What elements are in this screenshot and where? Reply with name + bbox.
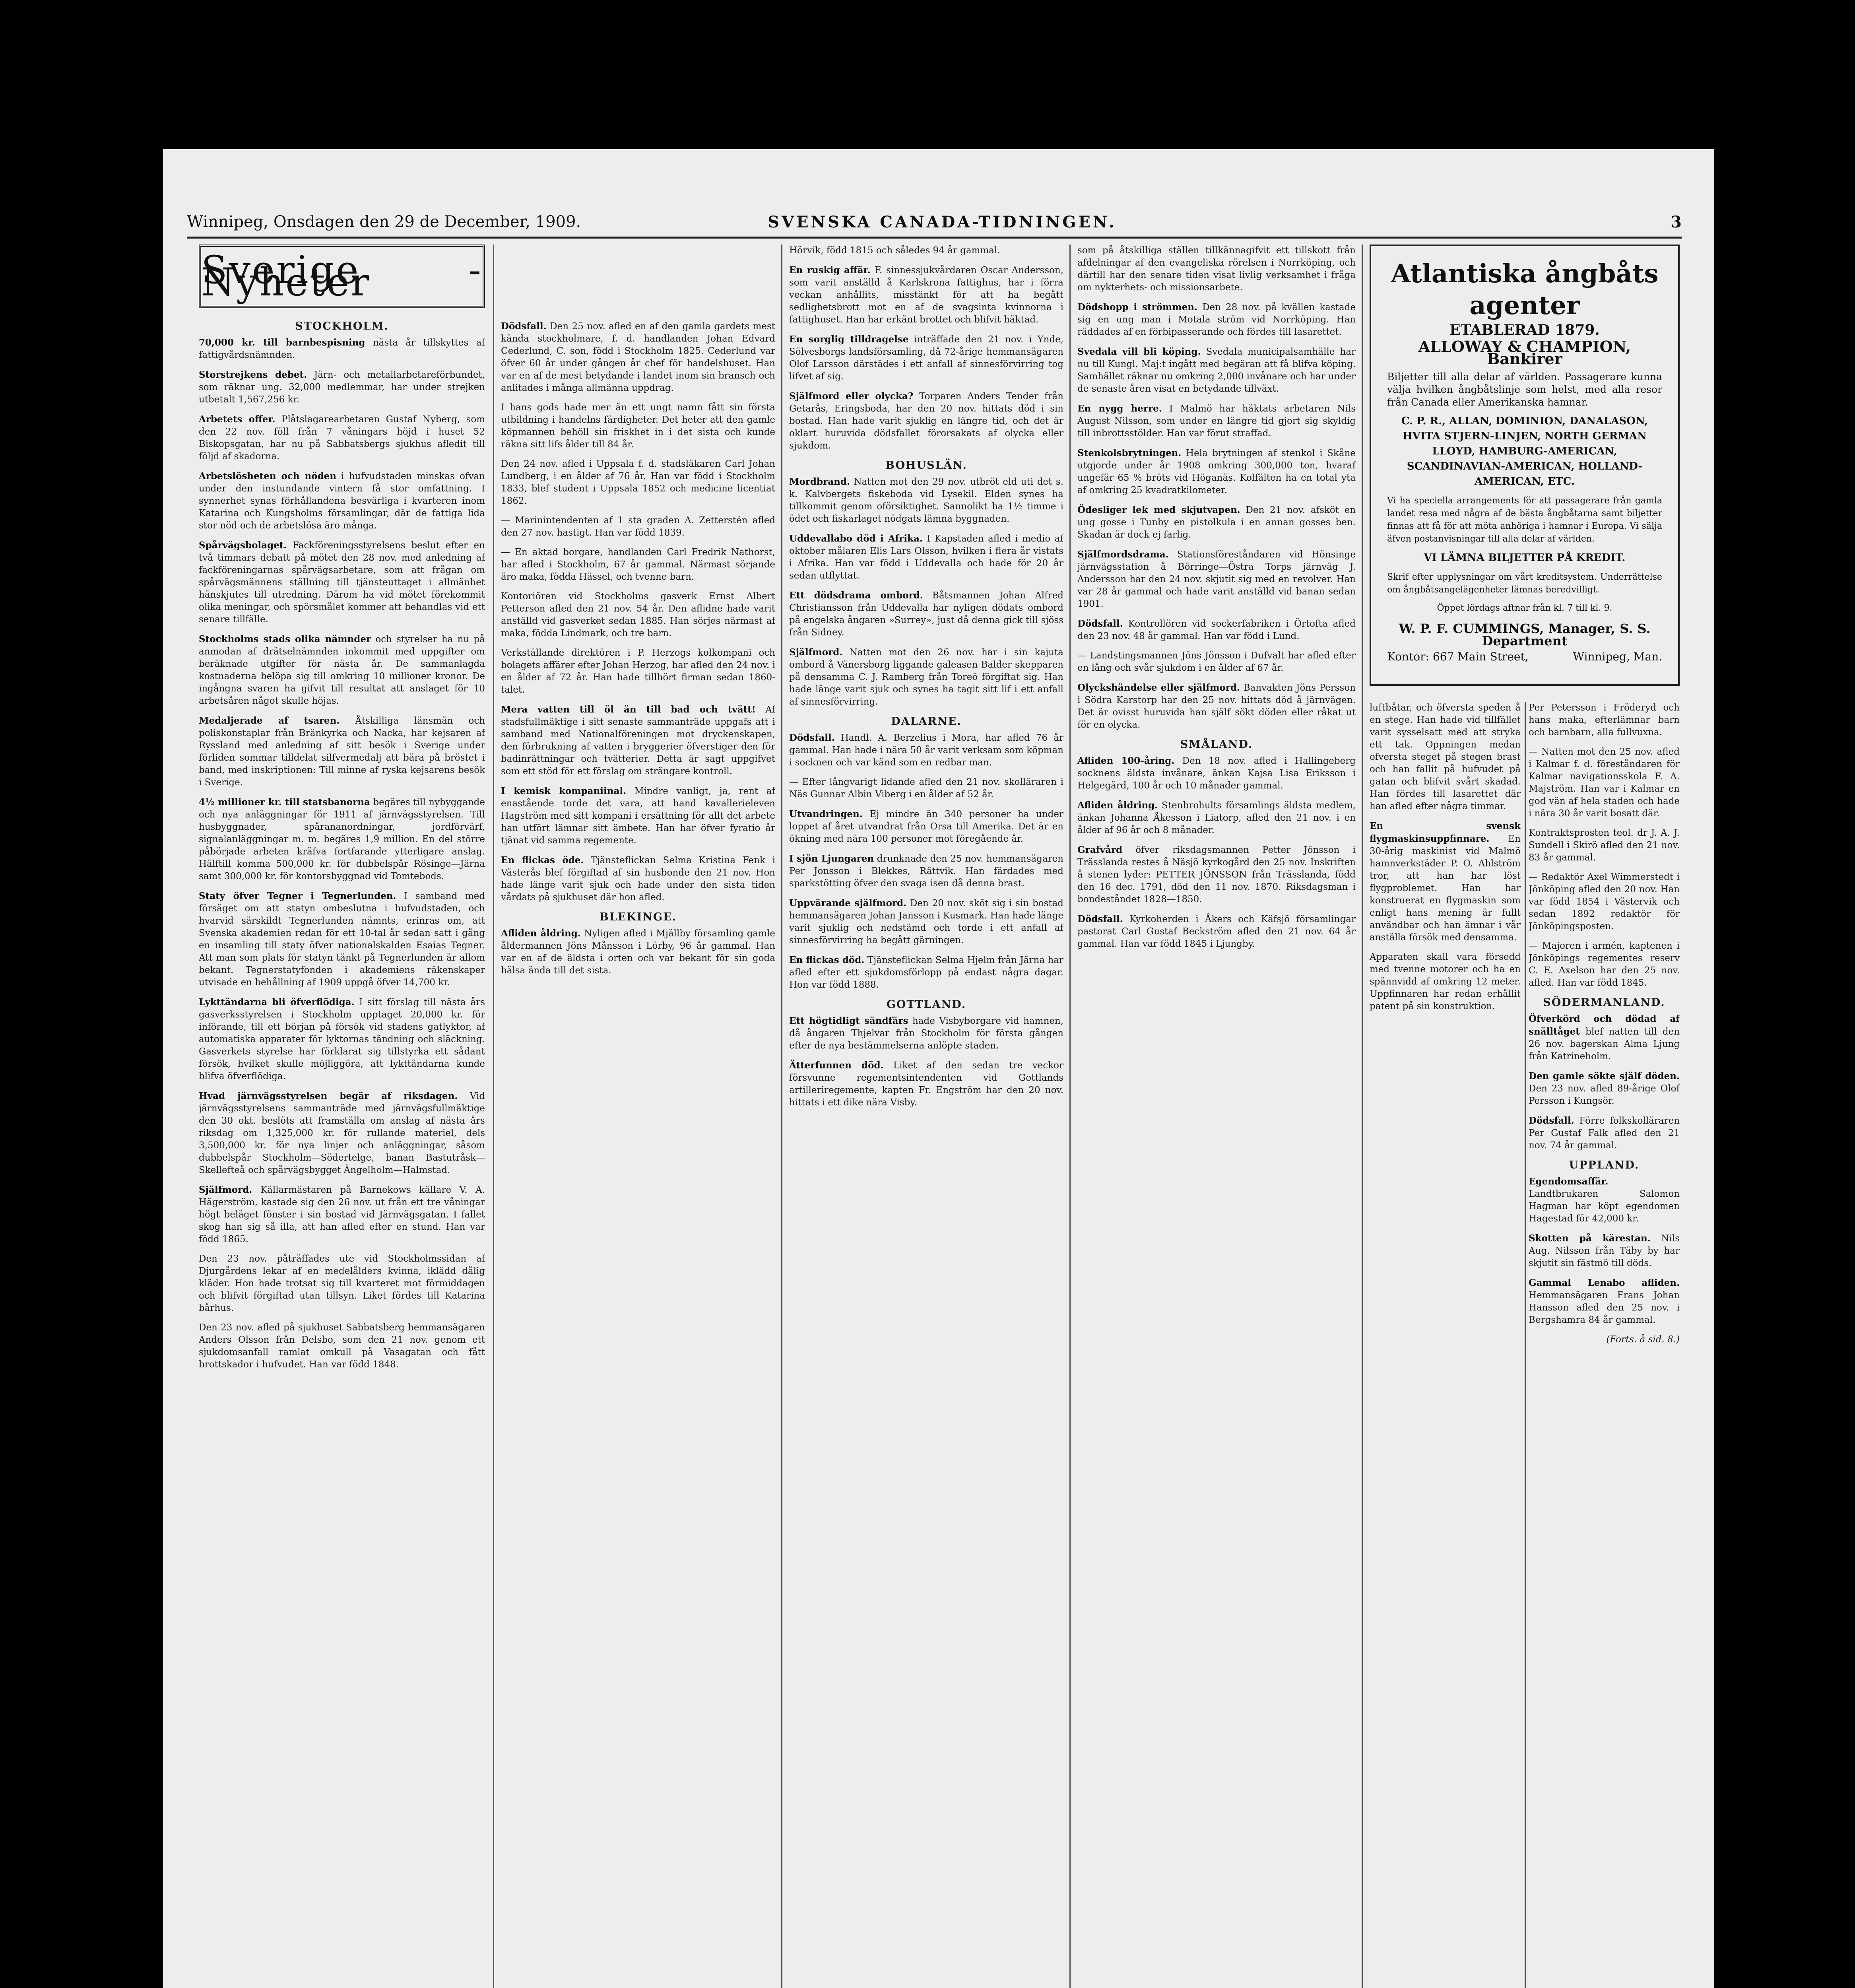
ad-note: Vi ha speciella arrangements för att passagerare från gamla landet resa med några af de bästa ångbåtarna samt biljetter finnas att få för att möta anhöriga i hamnar i Europa. Vi sälja äfven postanvisningar till alla delar af världen. xyxy=(1387,496,1662,544)
article-body: Mindre vanligt, ja, rent af enastående torde det vara, att hand kavallerieleven Hagström med sitt kompani i ersättning för allt det arbete han utfört lämnar sitt ämbete. Han har öfver fyratio år tjänat vid samma regemente. xyxy=(501,786,775,846)
header-rule xyxy=(187,237,1682,239)
column-4-body xyxy=(1077,245,1356,950)
article-body: — Landstingsmannen Jöns Jönsson i Dufvalt har afled efter en lång och svår sjukdom i en ålder af 67 år. xyxy=(1077,650,1356,673)
news-article xyxy=(1529,1277,1680,1326)
news-article xyxy=(501,514,775,539)
article-headline: Dödshopp i strömmen. xyxy=(1077,302,1197,313)
article-headline: Uddevallabo död i Afrika. xyxy=(789,533,923,544)
article-headline: Själfmordsdrama. xyxy=(1077,549,1169,560)
section-heading: UPPLAND. xyxy=(1569,1159,1640,1171)
ad-credit-note: Skrif efter upplysningar om vårt kreditsystem. Underrättelse om ångbåtsangelägenheter lämnas beredvilligt. xyxy=(1387,572,1662,595)
article-headline: Spårvägsbolaget. xyxy=(199,540,287,551)
news-article xyxy=(199,996,485,1083)
article-headline: En sorglig tilldragelse xyxy=(789,334,909,345)
news-article xyxy=(1077,799,1356,837)
article-body: öfver riksdagsmannen Petter Jönsson i Trässlanda restes å Näsjö kyrkogård den 25 nov. Inskriften å stenen lyder: PETTER JÖNSSON från Trässlanda, född den 16 dec. 1791, död den 11 nov. 1870. Riksdagsman i bondeståndet 1828—1850. xyxy=(1077,845,1356,905)
article-body: Den 25 nov. afled en af den gamla gardets mest kända stockholmare, f. d. handlanden Johan Edvard Cederlund, C. son, född i Stockholm 1825. Cederlund var öfver 60 år under gången år chef för handelshuset. Han var en af de mest betydande i landet inom sin bransch och anlitades i många allmänna uppdrag. xyxy=(501,321,775,393)
news-article xyxy=(501,647,775,696)
column-5-left-list xyxy=(1370,702,1521,1013)
article-body: Tjänsteflickan Selma Hjelm från Järna har afled efter ett sjukdomsförlopp på endast några dagar. Hon var född 1888. xyxy=(789,955,1063,990)
news-article xyxy=(1529,871,1680,933)
article-body: Verkställande direktören i P. Herzogs kolkompani och bolagets affärer efter Johan Herzog, har afled den 24 nov. i en ålder af 72 år. Han hade tillhört firman sedan 1860-talet. xyxy=(501,648,775,695)
article-headline: Afliden 100-åring. xyxy=(1077,755,1175,766)
article-body: Den 23 nov. afled 89-årige Olof Persson i Kungsör. xyxy=(1529,1083,1680,1106)
news-article xyxy=(501,402,775,451)
news-article xyxy=(789,852,1063,890)
news-article xyxy=(199,1184,485,1246)
article-body: — Marinintendenten af 1 sta graden A. Zetterstén afled den 27 nov. hastigt. Han var född 1839. xyxy=(501,515,775,538)
news-article xyxy=(1077,617,1356,643)
article-body: I Malmö har häktats arbetaren Nils August Nilsson, som under en längre tid gjort sig skyldig till inbrottsstölder. Han var förut straffad. xyxy=(1077,404,1356,439)
section-heading: SÖDERMANLAND. xyxy=(1543,996,1665,1009)
news-article xyxy=(199,336,485,361)
article-body: Torparen Anders Tender från Getarås, Eringsboda, har den 20 nov. hittats död i sin bostad. Han hade varit sjuklig en längre tid, och det är oklart huruvida dödsfallet förorsakats af olycka eller sjukdom. xyxy=(789,391,1063,451)
news-article xyxy=(1077,447,1356,497)
news-article xyxy=(501,590,775,640)
news-article xyxy=(1529,1232,1680,1270)
page-header xyxy=(187,213,1682,237)
news-article xyxy=(789,589,1063,639)
article-body: Källarmästaren på Barnekows källare V. A. Hägerström, kastade sig den 26 nov. ut från ett tre våningar högt beläget fönster i sin bostad vid Järnvägsgatan. I fallet skog han sig så illa, att han afled efter en stund. Han var född 1865. xyxy=(199,1185,485,1244)
article-headline: Skotten på kärestan. xyxy=(1529,1233,1651,1244)
section-heading: GOTTLAND. xyxy=(886,998,966,1011)
news-article xyxy=(199,890,485,989)
article-headline: Utvandringen. xyxy=(789,809,863,819)
section-heading: BOHUSLÄN. xyxy=(885,459,967,472)
article-headline: Svedala vill bli köping. xyxy=(1077,346,1201,357)
article-body: Den 21 nov. afsköt en ung gosse i Tunby en pistolkula i en annan gosses ben. Skadan är dock ej farlig. xyxy=(1077,505,1356,540)
news-article xyxy=(1077,755,1356,792)
header-page-number: 3 xyxy=(1671,213,1682,231)
news-article xyxy=(789,1015,1063,1052)
news-article xyxy=(1529,1114,1680,1152)
news-article xyxy=(1529,827,1680,864)
article-body: luftbåtar, och öfversta speden å en stege. Han hade vid tillfället varit sysselsatt med att stryka ett tak. Oppningen medan ofversta steget på stegen brast och han fallit på hufvudet på gatan och blifvit svårt skadad. Han fördes till lasarettet där han afled efter några timmar. xyxy=(1370,703,1521,812)
newspaper-page xyxy=(163,149,1714,1988)
article-body: Kontrollören vid sockerfabriken i Örtofta afled den 23 nov. 48 år gammal. Han var född i Lund. xyxy=(1077,619,1356,641)
article-body: nästa år tillskyttes af fattigvårdsnämnden. xyxy=(199,338,485,360)
article-headline: Ätterfunnen död. xyxy=(789,1060,884,1071)
article-body: — Natten mot den 25 nov. afled i Kalmar f. d. föreståndaren för Kalmar navigationsskola F. A. Majström. Han var i Kalmar en god vän af hela staden och hade i nära 30 år varit bosatt där. xyxy=(1529,747,1680,819)
ad-city: Winnipeg, Man. xyxy=(1573,650,1662,663)
article-headline: I sjön Ljungaren xyxy=(789,853,874,864)
article-body: blef natten till den 26 nov. bagerskan Alma Ljung från Katrineholm. xyxy=(1529,1027,1680,1062)
article-body: Hemmansägaren Frans Johan Hansson afled den 25 nov. i Bergshamra 84 år gammal. xyxy=(1529,1290,1680,1325)
article-headline: Hvad järnvägsstyrelsen begär af riksdagen. xyxy=(199,1091,458,1101)
news-article xyxy=(501,546,775,583)
news-article xyxy=(789,1059,1063,1109)
article-headline: Afliden åldring. xyxy=(501,928,581,939)
header-date: Winnipeg, Onsdagen den 29 de December, 1909. xyxy=(187,213,581,231)
article-headline: Dödsfall. xyxy=(789,732,835,743)
news-article xyxy=(789,732,1063,769)
article-headline: Dödsfall. xyxy=(1529,1115,1574,1126)
article-body: Kyrkoherden i Åkers och Käfsjö församlingar pastorat Carl Gustaf Beckström afled den 21 nov. 64 år gammal. Han var född 1845 i Ljungby. xyxy=(1077,914,1356,949)
article-body: Per Petersson i Fröderyd och hans maka, efterlämnar barn och barnbarn, alla fullvuxna. xyxy=(1529,703,1680,738)
news-article xyxy=(1529,1175,1680,1225)
article-body: Natten mot den 29 nov. utbröt eld uti det s. k. Kalvbergets fiskeboda vid Lysekil. Elden synes ha tillkommit genom oförsiktighet. Sannolikt ha 1½ timme i ödet och fiskarlaget nödgats lämna byggnaden. xyxy=(789,477,1063,524)
news-article xyxy=(1077,301,1356,338)
news-article xyxy=(789,245,1063,257)
article-body: I Kapstaden afled i medio af oktober målaren Elis Lars Olsson, hvilken i flera år vistats i Afrika. Han var född i Uddevalla och hade för 20 år sedan utflyttat. xyxy=(789,534,1063,581)
section-heading: STOCKHOLM. xyxy=(295,320,389,332)
news-article xyxy=(789,333,1063,383)
news-article xyxy=(789,390,1063,452)
news-article xyxy=(1077,402,1356,440)
news-article xyxy=(1529,940,1680,989)
column-divider xyxy=(1069,245,1071,1988)
article-body: Kontraktsprosten teol. dr J. A. J. Sundell i Skirö afled den 21 nov. 83 år gammal. xyxy=(1529,828,1680,863)
article-headline: Storstrejkens debet. xyxy=(199,369,307,380)
article-headline: En svensk flygmaskinsuppfinnare. xyxy=(1370,821,1521,844)
header-paper-name: SVENSKA CANADA-TIDNINGEN. xyxy=(768,213,1117,231)
article-body: Liket af den sedan tre veckor försvunne regementsintendenten vid Gottlands artilleriregemente, kapten Fr. Engström har den 20 nov. hittats i ett dike nära Visby. xyxy=(789,1060,1063,1108)
news-article xyxy=(501,703,775,778)
article-body: Hörvik, född 1815 och således 94 år gammal. xyxy=(789,245,1000,256)
news-article xyxy=(1077,650,1356,674)
article-body: Natten mot den 26 nov. har i sin kajuta ombord å Vänersborg liggande galeasen Balder skepparen på densamma C. J. Ramberg från Toreö förgiftat sig. Han hade länge varit sjuk och synes ha tagit sitt lif i ett anfall af sinnesförvirring. xyxy=(789,647,1063,707)
column-divider xyxy=(493,245,494,1988)
article-headline: Egendomsaffär. xyxy=(1529,1176,1609,1187)
article-body: Apparaten skall vara försedd med tvenne motorer och ha en spännvidd af omkring 12 meter. Uppfinnaren har redan erhållit patent på sin konstruktion. xyxy=(1370,952,1521,1011)
article-headline: Den gamle sökte själf döden. xyxy=(1529,1071,1680,1081)
column-5-right-list xyxy=(1529,702,1680,1346)
article-body: — Redaktör Axel Wimmerstedt i Jönköping afled den 20 nov. Han var född 1854 i Västervik och sedan 1892 redaktör för Jönköpingsposten. xyxy=(1529,872,1680,932)
column-5-left-body xyxy=(1370,702,1521,1988)
news-article xyxy=(789,954,1063,991)
article-headline: Själfmord eller olycka? xyxy=(789,391,914,402)
article-body: Tjänsteflickan Selma Kristina Fenk i Västerås blef förgiftad af sin husbonde den 21 nov. Hon hade länge varit sjuk och hade under den sista tiden vårdats på sjukhuset där hon afled. xyxy=(501,855,775,903)
news-article xyxy=(1529,1070,1680,1107)
article-body: Den 20 nov. sköt sig i sin bostad hemmansägaren Johan Jansson i Kusmark. Han hade länge varit sjuklig och nedstämd och torde i ett anfall af sinnesförvirring ha begått gärningen. xyxy=(789,898,1063,945)
steamship-advertisement xyxy=(1370,245,1680,686)
news-article xyxy=(1077,346,1356,395)
article-body: Kontoriören vid Stockholms gasverk Ernst Albert Petterson afled den 21 nov. 54 år. Den aflidne hade varit anställd vid gasverket sedan 1885. Han sörjes närmast af maka, födda Lindmark, och tre barn. xyxy=(501,591,775,639)
news-article xyxy=(199,714,485,789)
article-body: — En aktad borgare, handlanden Carl Fredrik Nathorst, har afled i Stockholm, 67 år gammal. Närmast sörjande äro maka, födda Hässel, och tvenne barn. xyxy=(501,547,775,582)
article-headline: Ödesliger lek med skjutvapen. xyxy=(1077,505,1240,515)
article-body: inträffade den 21 nov. i Ynde, Sölvesborgs landsförsamling, då 72-årige hemmansägaren Olof Larsson därstädes i ett anfall af sinnesförvirring tog lifvet af sig. xyxy=(789,334,1063,382)
article-body: Vid järnvägsstyrelsens sammanträde med järnvägsfullmäktige den 30 okt. beslöts att framställa om anslag af nästa års riksdag om 1,325,000 kr. för rullande materiel, dels 3,500,000 kr. för nya linjer och anläggningar, såsom dubbelspår Stockholm—Södertelge, banan Bastutråsk—Skellefteå och spårvägsbygget Ängelholm—Halmstad. xyxy=(199,1091,485,1175)
article-body: i hufvudstaden minskas ofvan under den instundande vintern få stor omfattning. I synnerhet synas förhållandena besvärliga i kvarteren inom Katarina och Kungsholms församlingar, där de fattiga lida stor nöd och de arbetslösa äro många. xyxy=(199,471,485,531)
news-article xyxy=(199,413,485,463)
news-article xyxy=(199,796,485,883)
ad-firm: ALLOWAY & CHAMPION, Bankirer xyxy=(1418,338,1631,368)
article-body: I sitt förslag till nästa års gasverksstyrelsen i Stockholm upptaget 20,000 kr. för införande, till ett början på försök vid stadens gatlyktor, af automatiska apparater för lyktornas tändning och släckning. Gasverkets styrelse har förklarat sig tillstyrka ett sådant försök, hvilket skulle möjliggöra, att lykttändarna kunde blifva öfverflödiga. xyxy=(199,997,485,1081)
article-body: Landtbrukaren Salomon Hagman har köpt egendomen Hagestad för 42,000 kr. xyxy=(1529,1189,1680,1224)
article-body: Plåtslagarearbetaren Gustaf Nyberg, som den 22 nov. föll från 7 våningars höjd i huset 52 Biskopsgatan, har nu på Sabbatsbergs sjukhus afledit till följd af skadorna. xyxy=(199,414,485,462)
article-body: — Majoren i armén, kaptenen i Jönköpings regementes reserv C. E. Axelson har den 25 nov. afled. Han var född 1845. xyxy=(1529,941,1680,988)
news-article xyxy=(501,785,775,847)
column-divider xyxy=(1362,245,1363,1988)
section-heading: DALARNE. xyxy=(891,715,962,728)
article-body: begäres till nybyggande och nya anläggningar för 1911 af järnvägsstyrelsen. Till husbyggnader, spårananordningar, jordförvärf, signalanläggningar m. m. begäres 1,9 million. En del större påbörjade arbeten kräfva fortfarande ytterligare anslag. Hälftill komma 500,000 kr. för dubbelspår Rösinge—Järna samt 300,000 kr. för kontorsbyggnad vid Tomtebods. xyxy=(199,797,485,881)
article-headline: Ett dödsdrama ombord. xyxy=(789,590,923,601)
article-body: Hela brytningen af stenkol i Skåne utgjorde under år 1908 omkring 300,000 ton, hvaraf ungefär 65 % bröts vid Höganäs. Kolfälten ha en total yta af omkring 25 kvadratkilometer. xyxy=(1077,448,1356,495)
article-headline: Mordbrand. xyxy=(789,476,850,487)
article-body: Stenbrohults församlings äldsta medlem, änkan Johanna Åkesson i Liatorp, afled den 21 nov. i en ålder af 96 år och 8 månader. xyxy=(1077,800,1356,835)
ad-title: Atlantiska ångbåts agenter xyxy=(1391,259,1659,320)
column-1 xyxy=(199,245,485,1988)
column-5-right-body xyxy=(1529,702,1680,1988)
news-article xyxy=(199,369,485,406)
article-body: I samband med försäget om att statyn ombeslutna i hufvudstaden, och hvarvid särskildt Tegnerlunden nämnts, erinras om, att Svenska akademien redan för ett 10-tal år sedan satt i gång en insamling till staty öfver nationalskalden Esaias Tegner. Att man som plats för statyn tänkt på Tegnerlunden är allom bekant. Tegnerstatyfonden i akademiens räkenskaper utvisade en behållning af 1909 uppgå öfver 14,700 kr. xyxy=(199,891,485,988)
news-article xyxy=(1077,245,1356,294)
article-headline: En flickas öde. xyxy=(501,855,584,866)
article-headline: Afliden åldring. xyxy=(1077,800,1158,811)
article-body: som på åtskilliga ställen tillkännagifvit ett tillskott från afdelningar af den evangeliska rörelsen i Norrköping, och därtill har den senare tiden visat livlig verksamhet i fråga om nykterhets- och missionsarbete. xyxy=(1077,245,1356,293)
article-body: Ej mindre än 340 personer ha under loppet af året utvandrat från Orsa till Amerika. Det är en ökning med nära 100 personer mot föregående år. xyxy=(789,809,1063,844)
article-body: Banvakten Jöns Persson i Södra Karstorp har den 25 nov. hittats död å järnvägen. Det är ovisst huruvida han själf sökt döden eller råkat ut för en olycka. xyxy=(1077,683,1356,730)
news-article xyxy=(789,808,1063,845)
news-article xyxy=(1077,548,1356,610)
article-headline: Olyckshändelse eller själfmord. xyxy=(1077,682,1240,693)
article-body: Förre folkskolläraren Per Gustaf Falk afled den 21 nov. 74 år gammal. xyxy=(1529,1116,1680,1151)
news-article xyxy=(1370,820,1521,944)
article-body: och styrelser ha nu på anmodan af drätselnämnden inkommit med uppgifter om beräknade utgifter för nästa år. De sammanlagda kostnaderna belöpa sig till omkring 10 millioner kronor. De ingångna svaren ha gifvit till resultat att anslaget för 10 arbetsåren något skulle höjas. xyxy=(199,634,485,706)
article-headline: Arbetets offer. xyxy=(199,414,276,425)
article-body: Af stadsfullmäktige i sitt senaste sammanträde uppgafs att i samband med Nationalföreningen mot dryckenskapen, den förbrukning af vatten i bryggerier öfverstiger den för badinrättningar och tvätterier. Detta är sagt uppgifvet som ett stöd för ett förslag om strängare kontroll. xyxy=(501,705,775,777)
news-article xyxy=(199,470,485,532)
article-headline: Medaljerade af tsaren. xyxy=(199,715,340,726)
news-article xyxy=(501,320,775,394)
article-headline: Mera vatten till öl än till bad och tvätt! xyxy=(501,704,756,715)
article-body: Den 23 nov. afled på sjukhuset Sabbatsberg hemmansägaren Anders Olsson från Delsbo, som den 21 nov. genom ett sjukdomsanfall ramlat omkull på Vasagatan och fått brottskador i hufvudet. Han var född 1848. xyxy=(199,1322,485,1370)
column-4 xyxy=(1077,245,1356,1988)
article-body: Fackföreningsstyrelsens beslut efter en två timmars debatt på mötet den 28 nov. med anledning af fackföreningarnas spårvägsarbetare, som att frågan om spårvägsmännens ställning till tjänsteuttaget i allmänhet hänskjutes till utredning. Därom ha vid mötet förekommit olika meningar, och spörsmålet kommer att behandlas vid ett senare tillfälle. xyxy=(199,540,485,625)
article-headline: 70,000 kr. till barnbespisning xyxy=(199,337,365,348)
ad-established: ETABLERAD 1879. xyxy=(1449,322,1600,338)
article-headline: Öfverkörd och dödad af snälltåget xyxy=(1529,1013,1680,1037)
article-body: Den 23 nov. påträffades ute vid Stockholmssidan af Djurgårdens lekar af en medelålders kvinna, iklädd dålig kläder. Hon hade trotsat sig till kvarteret mot förmiddagen och blifvit förgiftad utan tillsyn. Liket fördes till Katarina bårhus. xyxy=(199,1254,485,1313)
article-body: Stationsföreståndaren vid Hönsinge järnvägsstation å Börringe—Östra Torps järnväg J. Andersson har den 24 nov. skjutit sig med en revolver. Han var 28 år gammal och hade varit anställd vid banan sedan 1901. xyxy=(1077,549,1356,609)
article-body: Åtskilliga länsmän och poliskonstaplar från Bränkyrka och Nacka, har kejsaren af Ryssland med anledning af sitt besök i Sverige under förliden sommar tilldelat silfvermedalj att bära på bröstet i band, med inskriptionen: Till minne af ryska kejsarens besök i Sverige. xyxy=(199,716,485,788)
news-article xyxy=(789,476,1063,525)
news-article xyxy=(1529,746,1680,820)
article-headline: En ruskig affär. xyxy=(789,265,871,276)
section-masthead: Sverige - Nyheter xyxy=(199,245,485,308)
article-headline: I kemisk kompaniinal. xyxy=(501,786,627,796)
news-article xyxy=(789,646,1063,708)
article-body: Den 24 nov. afled i Uppsala f. d. stadsläkaren Carl Johan Lundberg, i en ålder af 76 år. Han var född i Stockholm 1833, blef student i Uppsala 1852 och medicine licentiat 1862. xyxy=(501,459,775,506)
article-headline: Dödsfall. xyxy=(1077,618,1123,629)
news-article xyxy=(1529,702,1680,739)
ad-intro: Biljetter till alla delar af världen. Passagerare kunna välja hvilken ångbåtslinje som helst, med alla resor från Canada eller Amerikanska hamnar. xyxy=(1387,371,1662,408)
article-body: F. sinnessjukvårdaren Oscar Andersson, som varit anställd å Karlskrona fattighus, har i förra veckan anhållits, misstänkt för att ha begått sedlighetsbrott mot en af de svagsinta kvinnorna i fattighuset. Han har erkänt brottet och blifvit häktad. xyxy=(789,265,1063,325)
article-headline: Grafvård xyxy=(1077,845,1123,855)
column-2 xyxy=(501,245,775,1988)
news-article xyxy=(1529,1013,1680,1063)
article-body: Nyligen afled i Mjällby församling gamle åldermannen Jöns Månsson i Lörby, 96 år gammal. Han var en af de äldsta i orten och var bekant för sin goda hälsa ända till det sista. xyxy=(501,928,775,976)
column-3 xyxy=(789,245,1063,1988)
news-article xyxy=(789,776,1063,801)
ad-address xyxy=(1387,650,1662,663)
news-article xyxy=(1370,702,1521,813)
article-body: Den 28 nov. på kvällen kastade sig en ung man i Motala ström vid Norrköping. Han räddades af en förbipasserande och fördes till lasarettet. xyxy=(1077,302,1356,337)
article-headline: Arbetslösheten och nöden xyxy=(199,471,337,481)
news-article xyxy=(1077,913,1356,950)
article-headline: Dödsfall. xyxy=(501,321,547,332)
section-heading: SMÅLAND. xyxy=(1180,738,1253,751)
article-body: — Efter långvarigt lidande afled den 21 nov. skolläraren i Näs Gunnar Albin Viberg i en ålder af 52 år. xyxy=(789,777,1063,800)
article-body: I hans gods hade mer än ett ungt namn fått sin första utbildning i handelns färdigheter. Det heter att den gamle köpmannen behöll sin friskhet in i det sista och kunde räkna sitt lifs ålder till 84 år. xyxy=(501,402,775,450)
ad-hours: Öppet lördags aftnar från kl. 7 till kl. 9. xyxy=(1437,603,1612,613)
ad-credit: VI LÄMNA BILJETTER PÅ KREDIT. xyxy=(1424,552,1626,564)
article-headline: Ett högtidligt sändfärs xyxy=(789,1015,908,1026)
article-body: drunknade den 25 nov. hemmansägaren Per Jonsson i Blekkes, Rättvik. Han färdades med sparkstötting öfver den svaga isen då denna brast. xyxy=(789,854,1063,889)
article-headline: Stenkolsbrytningen. xyxy=(1077,448,1182,458)
news-article xyxy=(199,1090,485,1176)
news-article xyxy=(789,264,1063,326)
news-article xyxy=(501,458,775,507)
continued-note: (Forts. å sid. 8.) xyxy=(1606,1334,1680,1345)
article-headline: Dödsfall. xyxy=(1077,914,1123,924)
article-headline: Lykttändarna bli öfverflödiga. xyxy=(199,997,355,1008)
article-headline: Stockholms stads olika nämnder xyxy=(199,634,371,645)
article-headline: Uppvärande själfmord. xyxy=(789,898,907,909)
ad-office: Kontor: 667 Main Street, xyxy=(1387,650,1529,663)
news-article xyxy=(501,927,775,977)
column-5 xyxy=(1370,245,1680,1988)
news-article xyxy=(199,1253,485,1314)
article-body: Järn- och metallarbetareförbundet, som räknar ung. 32,000 medlemmar, har under strejken utbetalt 1,567,256 kr. xyxy=(199,370,485,405)
article-body: En 30-årig maskinist vid Malmö hamnverkstäder P. O. Ahlström tror, att han har löst flygproblemet. Han har konstruerat en flygmaskin som enligt hans mening är fullt användbar och han ämnar i vår anställa försök med densamma. xyxy=(1370,834,1521,943)
article-body: Den 18 nov. afled i Hallingeberg socknens äldsta invånare, änkan Kajsa Lisa Eriksson i Helgegärd, 100 år och 10 månader gammal. xyxy=(1077,756,1356,791)
article-headline: Själfmord. xyxy=(789,647,843,658)
section-heading: BLEKINGE. xyxy=(599,911,677,923)
article-headline: En flickas död. xyxy=(789,955,865,965)
article-headline: Gammal Lenabo afliden. xyxy=(1529,1277,1680,1288)
column-5-lower xyxy=(1370,702,1680,1988)
news-article xyxy=(1077,681,1356,731)
article-body: Båtsmannen Johan Alfred Christiansson från Uddevalla har nyligen dödats ombord på engelska ångaren »Surrey», just då denna gick till sjöss från Sidney. xyxy=(789,590,1063,638)
column-1-body xyxy=(199,320,485,1371)
article-body: Handl. A. Berzelius i Mora, har afled 76 år gammal. Han hade i nära 50 år varit verksam som köpman i socknen och var känd som en redbar man. xyxy=(789,733,1063,768)
article-headline: Själfmord. xyxy=(199,1184,252,1195)
column-2-body xyxy=(501,320,775,977)
news-article xyxy=(789,532,1063,582)
news-article xyxy=(199,539,485,626)
news-article xyxy=(1077,844,1356,906)
news-article xyxy=(1370,951,1521,1013)
article-headline: En nygg herre. xyxy=(1077,403,1162,414)
news-article xyxy=(199,633,485,707)
article-body: hade Visbyborgare vid hamnen, då ångaren Thjelvar från Stockholm för första gången efter de nya bestämmelserna anlöpte staden. xyxy=(789,1016,1063,1051)
column-divider xyxy=(1525,702,1526,1988)
news-article xyxy=(199,1322,485,1371)
ad-lines: C. P. R., ALLAN, DOMINION, DANALASON, HVITA STJERN-LINJEN, NORTH GERMAN LLOYD, HAMBURG-AMERICAN, SCANDINAVIAN-AMERICAN, HOLLAND-AMERICAN, ETC. xyxy=(1401,415,1648,487)
ad-manager: W. P. F. CUMMINGS, Manager, S. S. Department xyxy=(1399,621,1651,648)
news-article xyxy=(501,854,775,904)
article-headline: 4½ millioner kr. till statsbanorna xyxy=(199,797,370,808)
news-article xyxy=(1077,504,1356,541)
news-article xyxy=(789,897,1063,947)
column-3-body xyxy=(789,245,1063,1109)
column-divider xyxy=(781,245,782,1988)
article-headline: Staty öfver Tegner i Tegnerlunden. xyxy=(199,891,396,901)
article-body: Svedala municipalsamhälle har nu till Kungl. Maj:t ingått med begäran att få blifva köping. Samhället räknar nu omkring 2,000 invånare och har under de senaste åren visat en betydande tillväxt. xyxy=(1077,347,1356,394)
article-body: Nils Aug. Nilsson från Täby by har skjutit sin fästmö till döds. xyxy=(1529,1233,1680,1268)
